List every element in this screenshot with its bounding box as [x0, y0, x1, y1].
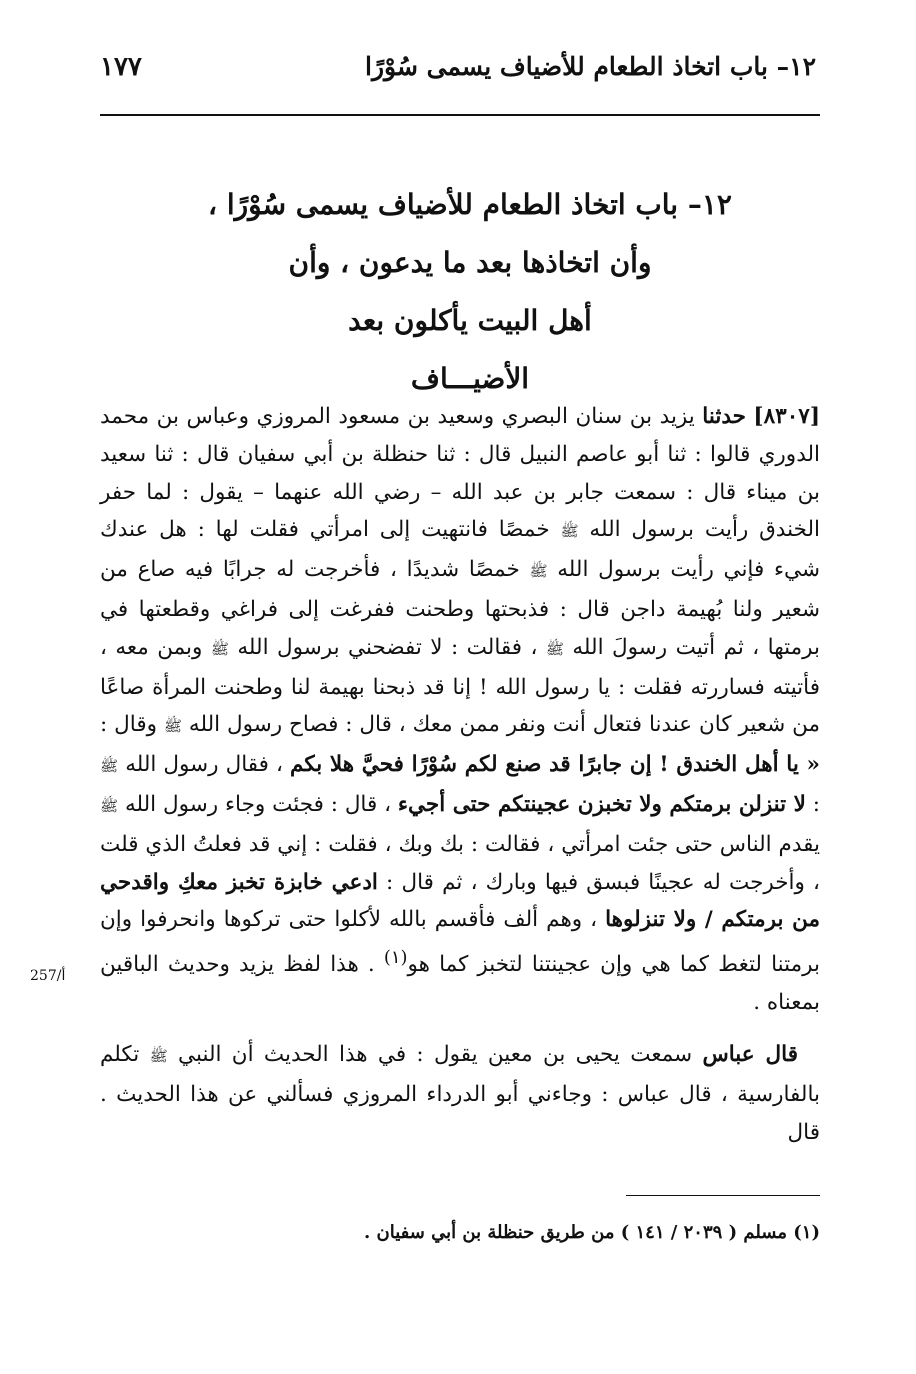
- salla-glyph: ﷺ: [149, 1046, 168, 1065]
- abbas-lead: قال عباس: [702, 1041, 799, 1067]
- manuscript-folio-note: 257/أ: [30, 968, 66, 984]
- hadith-text: خمصًا شديدًا ، فأخرجت له جرابًا فيه صاع من شعير ولنا بُهيمة داجن قال : فذبحتها وطحنت ففرغت إلى فراغي وقطعتها في برمتها ، ثم أتيت رسولَ الله: [100, 557, 820, 660]
- salla-glyph: ﷺ: [560, 522, 579, 541]
- salla-glyph: ﷺ: [100, 757, 119, 776]
- hadith-text: :: [805, 791, 821, 817]
- hadith-text: . هذا لفظ يزيد وحديث الباقين بمعناه .: [100, 952, 820, 1016]
- hadith-text: وقال :: [100, 712, 164, 738]
- prophetic-quote: « يا أهل الخندق ! إن جابرًا قد صنع لكم سُوْرًا فحيَّ هلا بكم: [290, 752, 820, 778]
- running-header-title: ١٢– باب اتخاذ الطعام للأضياف يسمى سُوْرًا: [365, 52, 816, 81]
- footnote: (١) مسلم ( ٢٠٣٩ / ١٤١ ) من طريق حنظلة بن أبي سفيان .: [363, 1222, 820, 1243]
- body-text: [100, 398, 820, 1151]
- salla-glyph: ﷺ: [545, 639, 564, 658]
- chapter-heading-line: وأن اتخاذها بعد ما يدعون ، وأن: [288, 246, 652, 279]
- prophetic-quote: لا تنزلن برمتكم ولا تخبزن عجينتكم حتى أجيء: [397, 791, 806, 817]
- salla-glyph: ﷺ: [163, 717, 183, 736]
- page-number: ١٧٧: [100, 52, 142, 82]
- hadith-text: ، فقالت : لا تفضحني برسول الله: [228, 634, 546, 660]
- footnote-reference: (١): [383, 947, 408, 969]
- chapter-heading-line: ١٢– باب اتخاذ الطعام للأضياف يسمى سُوْرًا ،: [208, 188, 732, 221]
- hadith-text: ، وهم ألف فأقسم بالله لأكلوا حتى تركوها وانحرفوا وإن برمتنا لتغط كما هي وإن عجينتنا لتخبز كما هو: [100, 907, 820, 978]
- hadith-paragraph: [100, 398, 820, 1022]
- chapter-heading-line: أهل البيت يأكلون بعد: [348, 304, 592, 337]
- hadith-text: ، قال : فجئت وجاء رسول الله: [118, 791, 398, 817]
- hadith-text: يزيد بن سنان البصري وسعيد بن مسعود المروزي وعباس بن محمد الدوري قالوا : ثنا أبو عاصم النبيل قال : ثنا حنظلة بن أبي سفيان قال : ثنا سعيد بن ميناء قال : سمعت جابر بن عبد الله – رضي الله عنهما – يقول : لما حفر الخندق رأيت برسول الله: [100, 404, 820, 543]
- header-divider: [100, 114, 820, 116]
- salla-glyph: ﷺ: [210, 639, 229, 658]
- chapter-heading: [180, 176, 760, 408]
- salla-glyph: ﷺ: [100, 796, 119, 815]
- abbas-text: سمعت يحيى بن معين يقول : في هذا الحديث أن النبي: [167, 1041, 703, 1067]
- hadith-number: [٨٣٠٧]: [753, 404, 820, 429]
- chapter-heading-line: الأضيـــاف: [410, 362, 530, 395]
- hadith-text: ، فقال رسول الله: [118, 752, 291, 778]
- haddathana-word: حدثنا: [702, 404, 746, 429]
- prophetic-quote: ادعي خابزة تخبز معكِ واقدحي من برمتكم / ولا تنزلوها: [100, 869, 820, 933]
- hadith-text: وبمن معه ، فأتيته فساررته فقلت : يا رسول الله ! إنا قد ذبحنا بهيمة لنا وطحنت المرأة صاعًا من شعير كان عندنا فتعال أنت ونفر ممن معك ، قال : فصاح رسول الله: [100, 634, 820, 738]
- hadith-text: خمصًا فانتهيت إلى امرأتي فقلت لها : هل عندك شيء فإني رأيت برسول الله: [100, 517, 820, 583]
- abbas-text: تكلم بالفارسية ، قال عباس : وجاءني أبو الدرداء المروزي فسألني عن هذا الحديث . قال: [100, 1041, 820, 1145]
- abbas-paragraph: [100, 1036, 820, 1151]
- hadith-text: يقدم الناس حتى جئت امرأتي ، فقالت : بك وبك ، فقلت : إني قد فعلتُ الذي قلت ، وأخرجت له عجينًا فبسق فيها وبارك ، ثم قال :: [100, 831, 820, 895]
- footnote-divider: [626, 1195, 820, 1196]
- salla-glyph: ﷺ: [529, 562, 548, 581]
